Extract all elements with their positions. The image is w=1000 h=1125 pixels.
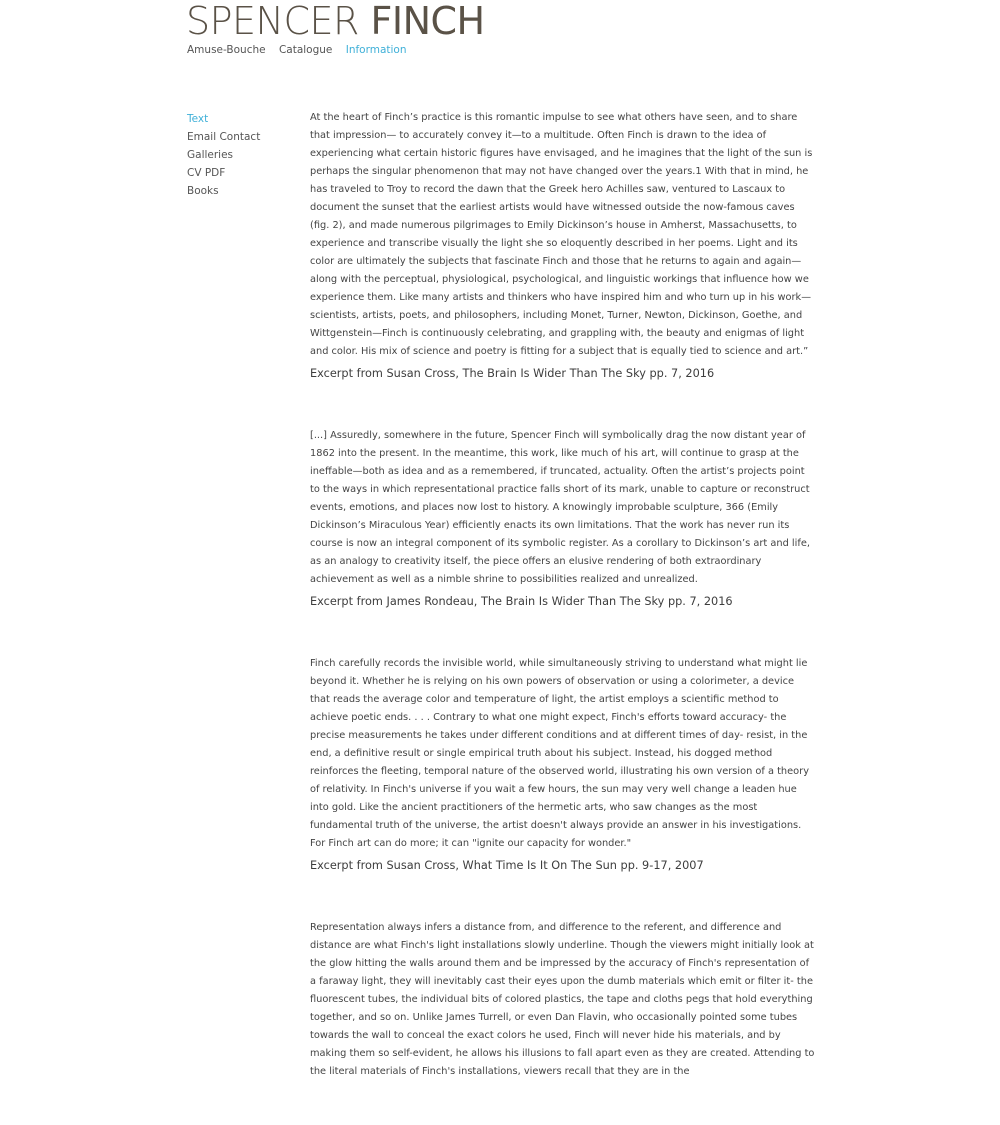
entry-source: Excerpt from Susan Cross, The Brain Is Wider Than The Sky pp. 7, 2016 — [310, 367, 715, 380]
entry-body: [...] Assuredly, somewhere in the future, Spencer Finch will symbolically drag the now distant year of 1862 into the present. In the meantime, this work, like much of his art, will continue to grasp at the ineffable—both as idea and as a remembered, if truncated, actuality. Often the artist’s projects point to the ways in which representational practice falls short of its mark, unable to capture or reconstruct events, emotions, and places now lost to history. A knowingly improbable sculpture, 366 (Emily Dickinson’s Miraculous Year) efficiently enacts its own limitations. That the work has never run its course is now an integral component of its symbolic register. As a corollary to Dickinson’s art and life, as an analogy to creativity itself, the piece offers an elusive rendering of both extraordinary achievement as well as a nimble shrine to possibilities realized and unrealized. — [310, 430, 810, 585]
entry-body: Finch carefully records the invisible world, while simultaneously striving to understand what might lie beyond it. Whether he is relying on his own powers of observation or using a colorimeter, a device that reads the average color and temperature of light, the artist employs a scientific method to achieve poetic ends. . . . Contrary to what one might expect, Finch's efforts toward accuracy- the precise measurements he takes under different conditions and at different times of day- resist, in the end, a definitive result or single empirical truth about his subject. Instead, his dogged method reinforces the fleeting, temporal nature of the observed world, illustrating his own version of a theory of relativity. In Finch's universe if you wait a few hours, the sun may very well change a leaden hue into gold. Like the ancient practitioners of the hermetic arts, who saw changes as the most fundamental truth of the universe, the artist doesn't always provide an answer in his investigations. For Finch art can do more; it can "ignite our capacity for wonder." — [310, 658, 809, 849]
text-entry — [310, 427, 816, 611]
site-logo[interactable] — [186, 0, 485, 42]
nav-catalogue[interactable]: Catalogue — [278, 44, 333, 56]
sidebar-item-text[interactable]: Text — [187, 113, 209, 125]
logo-last-name: FINCH — [370, 0, 485, 43]
text-entry — [310, 655, 816, 875]
sidebar-item-books[interactable]: Books — [187, 185, 219, 197]
nav-information[interactable]: Information — [345, 44, 407, 56]
entry-body: Representation always infers a distance from, and difference to the referent, and difference and distance are what Finch's light installations slowly underline. Though the viewers might initially look at the glow hitting the walls around them and be impressed by the accuracy of Finch's representation of a faraway light, they will inevitably cast their eyes upon the dumb materials which emit or filter it- the fluorescent tubes, the individual bits of colored plastics, the tape and cloths pegs that hold everything together, and so on. Unlike James Turrell, or even Dan Flavin, who occasionally pointed some tubes towards the wall to conceal the exact colors he used, Finch will never hide his materials, and by making them so self-evident, he allows his illusions to fall apart even as they are created. Attending to the literal materials of Finch's installations, viewers recall that they are in the — [310, 922, 815, 1077]
sidebar-item-email-contact[interactable]: Email Contact — [187, 131, 261, 143]
top-navigation — [187, 42, 417, 58]
sidebar-item-cv-pdf[interactable]: CV PDF — [187, 167, 226, 179]
text-entry — [310, 109, 816, 383]
entry-body: At the heart of Finch’s practice is this romantic impulse to see what others have seen, and to share that impression— to accurately convey it—to a multitude. Often Finch is drawn to the idea of experiencing what certain historic figures have envisaged, and he imagines that the light of the sun is perhaps the singular phenomenon that may not have changed over the years.1 With that in mind, he has traveled to Troy to record the dawn that the Greek hero Achilles saw, ventured to Lascaux to document the sunset that the earliest artists would have witnessed outside the now-famous caves (fig. 2), and made numerous pilgrimages to Emily Dickinson’s house in Amherst, Massachusetts, to experience and transcribe visually the light she so eloquently described in her poems. Light and its color are ultimately the subjects that fascinate Finch and those that he returns to again and again—along with the perceptual, physiological, psychological, and linguistic workings that influence how we experience them. Like many artists and thinkers who have inspired him and who turn up in his work—scientists, artists, poets, and philosophers, including Monet, Turner, Newton, Dickinson, Goethe, and Wittgenstein—Finch is continuously celebrating, and grappling with, the beauty and enigmas of light and color. His mix of science and poetry is fitting for a subject that is equally tied to science and art.” — [310, 112, 813, 357]
nav-amuse-bouche[interactable]: Amuse-Bouche — [187, 44, 266, 56]
sidebar-navigation — [187, 110, 260, 200]
entry-source: Excerpt from James Rondeau, The Brain Is Wider Than The Sky pp. 7, 2016 — [310, 595, 733, 608]
logo-first-name: SPENCER — [186, 0, 359, 43]
sidebar-item-galleries[interactable]: Galleries — [187, 149, 234, 161]
main-content — [310, 109, 816, 1125]
entry-source: Excerpt from Susan Cross, What Time Is It On The Sun pp. 9-17, 2007 — [310, 859, 704, 872]
text-entry — [310, 919, 816, 1081]
